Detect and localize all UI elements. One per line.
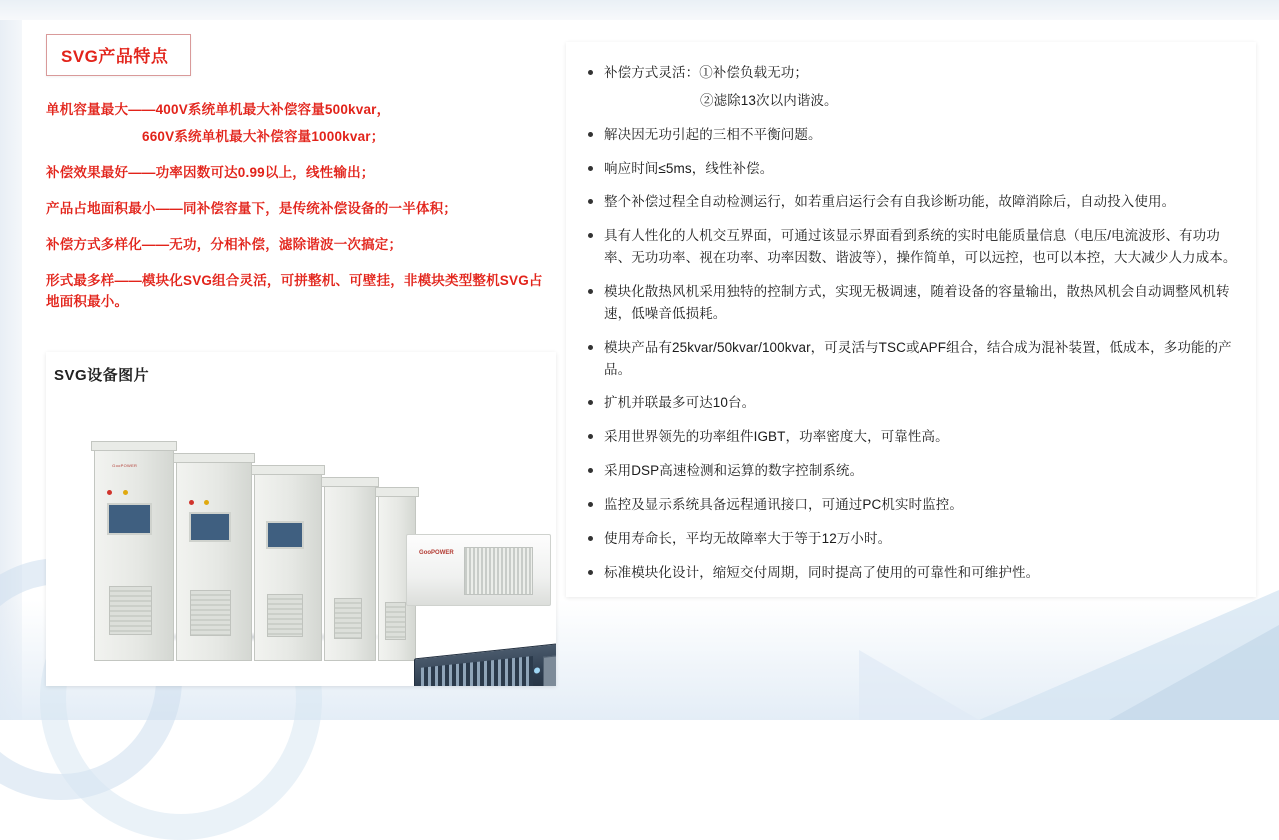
device-photo-area bbox=[46, 394, 556, 686]
background-triangle-decoration bbox=[1109, 625, 1279, 720]
wall-mounted-svg-unit bbox=[406, 534, 551, 606]
left-column bbox=[46, 34, 556, 327]
list-item bbox=[576, 158, 1238, 180]
list-item-text: 采用DSP高速检测和运算的数字控制系统。 bbox=[604, 463, 864, 479]
cabinet-display-screen bbox=[266, 521, 304, 549]
feature-item bbox=[46, 199, 556, 220]
list-item bbox=[576, 124, 1238, 146]
cabinet-top bbox=[173, 453, 255, 463]
cabinet-vent bbox=[190, 590, 230, 636]
rack-module-panel bbox=[543, 653, 556, 686]
led-yellow-icon bbox=[123, 490, 128, 495]
list-item-subtext: ②滤除13次以内谐波。 bbox=[700, 92, 838, 108]
feature-item bbox=[46, 100, 556, 148]
svg-cabinet-array bbox=[94, 446, 414, 661]
list-item bbox=[576, 337, 1238, 381]
image-panel-title: SVG设备图片 bbox=[54, 367, 150, 384]
feature-item-text: 补偿方式多样化——无功，分相补偿，滤除谐波一次搞定； bbox=[46, 236, 403, 252]
feature-item bbox=[46, 235, 556, 256]
led-yellow-icon bbox=[204, 500, 209, 505]
page-title: SVG产品特点 bbox=[61, 47, 169, 66]
svg-cabinet bbox=[94, 447, 174, 661]
list-item-text: 解决因无功引起的三相不平衡问题。 bbox=[604, 126, 822, 142]
rack-mounted-svg-module bbox=[414, 640, 556, 686]
list-item bbox=[576, 426, 1238, 448]
svg-cabinet bbox=[176, 459, 252, 661]
feature-item-text: 单机容量最大——400V系统单机最大补偿容量500kvar， bbox=[46, 102, 391, 117]
list-item bbox=[576, 460, 1238, 482]
list-item-text: 使用寿命长，平均无故障率大于等于12万小时。 bbox=[604, 530, 892, 546]
list-item bbox=[576, 528, 1238, 550]
feature-item-subtext: 660V系统单机最大补偿容量1000kvar； bbox=[142, 128, 385, 144]
list-item-text: 模块产品有25kvar/50kvar/100kvar，可灵活与TSC或APF组合，结合成为混补装置，低成本，多功能的产品。 bbox=[604, 339, 1232, 377]
cabinet-indicator-leds bbox=[107, 482, 148, 487]
cabinet-top bbox=[375, 487, 419, 497]
list-item-text: 具有人性化的人机交互界面，可通过该显示界面看到系统的实时电能质量信息（电压/电流波形、有功功率、无功功率、视在功率、功率因数、谐波等），操作简单，可以远控，也可以本控，大大减少人力成本。 bbox=[604, 228, 1237, 266]
section-title-box bbox=[46, 34, 191, 76]
cabinet-indicator-leds bbox=[189, 492, 227, 497]
cabinet-display-screen bbox=[189, 512, 231, 542]
list-item-text: 监控及显示系统具备远程通讯接口，可通过PC机实时监控。 bbox=[604, 497, 963, 513]
feature-list bbox=[46, 100, 556, 312]
cabinet-top bbox=[251, 465, 325, 475]
list-item-text: 采用世界领先的功率组件IGBT，功率密度大，可靠性高。 bbox=[604, 429, 949, 445]
list-item-text: 模块化散热风机采用独特的控制方式，实现无极调速，随着设备的容量输出，散热风机会自动调整风机转速，低噪音低损耗。 bbox=[604, 284, 1230, 321]
list-item bbox=[576, 281, 1238, 325]
led-red-icon bbox=[189, 500, 194, 505]
cabinet-vent bbox=[109, 586, 152, 635]
feature-item bbox=[46, 271, 556, 313]
svg-cabinet bbox=[254, 471, 322, 661]
cabinet-vent bbox=[334, 598, 362, 639]
specifications-panel bbox=[566, 42, 1256, 597]
background-triangle-decoration bbox=[859, 650, 979, 720]
list-item bbox=[576, 225, 1238, 269]
wall-unit-brand-label: GooPOWER bbox=[419, 549, 454, 556]
list-item bbox=[576, 494, 1238, 516]
device-image-panel bbox=[46, 352, 556, 686]
list-item-text: 扩机并联最多可达10台。 bbox=[604, 395, 756, 411]
list-item bbox=[576, 392, 1238, 414]
feature-item-text: 形式最多样——模块化SVG组合灵活，可拼整机、可壁挂，非模块类型整机SVG占地面积最小。 bbox=[46, 272, 543, 309]
list-item-text: 整个补偿过程全自动检测运行，如若重启运行会有自我诊断功能，故障消除后，自动投入使用。 bbox=[604, 194, 1176, 210]
cabinet-vent bbox=[267, 594, 303, 637]
feature-item-text: 产品占地面积最小——同补偿容量下，是传统补偿设备的一半体积； bbox=[46, 200, 457, 216]
led-red-icon bbox=[107, 490, 112, 495]
cabinet-display-screen bbox=[107, 503, 152, 535]
list-item-text: 响应时间≤5ms，线性补偿。 bbox=[604, 160, 774, 176]
cabinet-vent bbox=[385, 602, 406, 641]
wall-unit-grille bbox=[464, 547, 533, 595]
list-item bbox=[576, 562, 1238, 584]
list-item bbox=[576, 62, 1238, 112]
background-top-strip bbox=[0, 0, 1279, 20]
list-item-text: 补偿方式灵活：①补偿负载无功； bbox=[604, 65, 808, 80]
feature-item-text: 补偿效果最好——功率因数可达0.99以上，线性输出； bbox=[46, 164, 375, 180]
list-item bbox=[576, 191, 1238, 213]
feature-item bbox=[46, 163, 556, 184]
svg-cabinet bbox=[324, 483, 376, 661]
list-item-text: 标准模块化设计，缩短交付周期，同时提高了使用的可靠性和可维护性。 bbox=[604, 564, 1040, 580]
cabinet-brand-label: GooPOWER bbox=[112, 462, 138, 468]
cabinet-top bbox=[91, 441, 177, 451]
cabinet-top bbox=[321, 477, 379, 487]
bullet-list bbox=[566, 42, 1256, 606]
